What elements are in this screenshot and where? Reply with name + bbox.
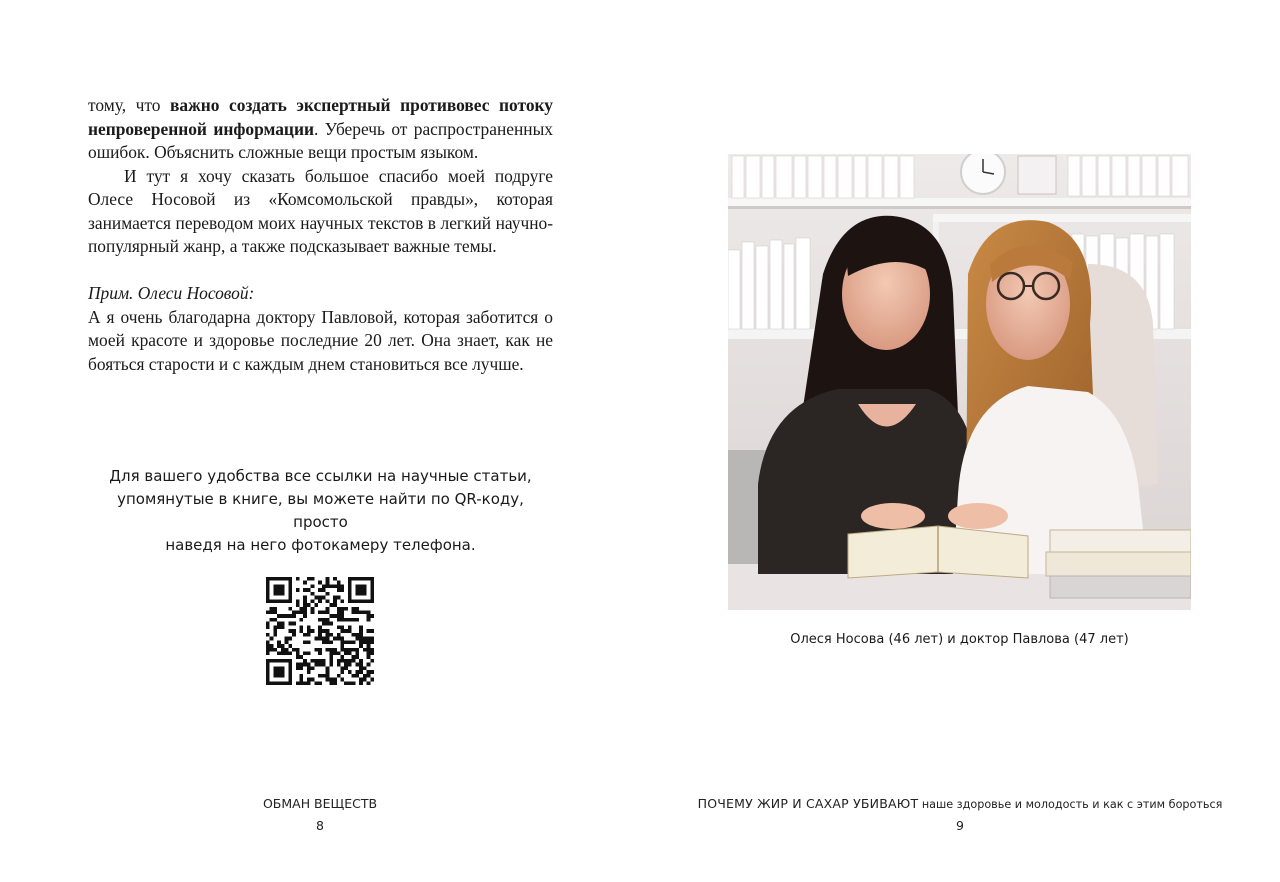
paragraph-1-part-1: тому, что (88, 95, 170, 115)
footer-title-left: ОБМАН ВЕЩЕСТВ (262, 796, 378, 811)
paragraph-1-bold: важно создать экспертный противовес потоку непроверенной информации (88, 95, 553, 139)
qr-caption (88, 465, 553, 557)
photo-caption: Олеся Носова (46 лет) и доктор Павлова (47 лет) (790, 632, 1129, 647)
footer-title-rest: наше здоровье и молодость и как с этим бороться (918, 798, 1223, 811)
author-photo (728, 154, 1191, 610)
footer-title-right (640, 796, 1280, 811)
note-text: А я очень благодарна доктору Павловой, которая заботится о моей красоте и здоровье последние 20 лет. Она знает, как не бояться старости и с каждым днем становиться все лучше. (88, 306, 553, 374)
paragraph-1-part-2: . Уберечь от распространенных ошибок. Объяснить сложные вещи простым языком. (88, 118, 553, 162)
right-page (640, 0, 1280, 882)
page-number-left: 8 (316, 818, 324, 833)
qr-caption-line-3: наведя на него фотокамеру телефона. (165, 536, 476, 554)
footer-title-caps: ПОЧЕМУ ЖИР И САХАР УБИВАЮТ (697, 796, 919, 811)
body-text (88, 94, 553, 376)
paragraph-1 (88, 94, 553, 165)
page-number-right: 9 (956, 818, 964, 833)
qr-caption-line-2: упомянутые в книге, вы можете найти по QR-коду, просто (117, 490, 524, 531)
paragraph-2: И тут я хочу сказать большое спасибо моей подруге Олесе Носовой из «Комсомольской правды», которая занимается переводом моих научных текстов в легкий научно-популярный жанр, а также подсказывает важные темы. (88, 165, 553, 256)
note-label: Прим. Олеси Носовой: (88, 283, 255, 303)
qr-caption-line-1: Для вашего удобства все ссылки на научные статьи, (109, 467, 532, 485)
qr-code[interactable] (266, 577, 374, 685)
